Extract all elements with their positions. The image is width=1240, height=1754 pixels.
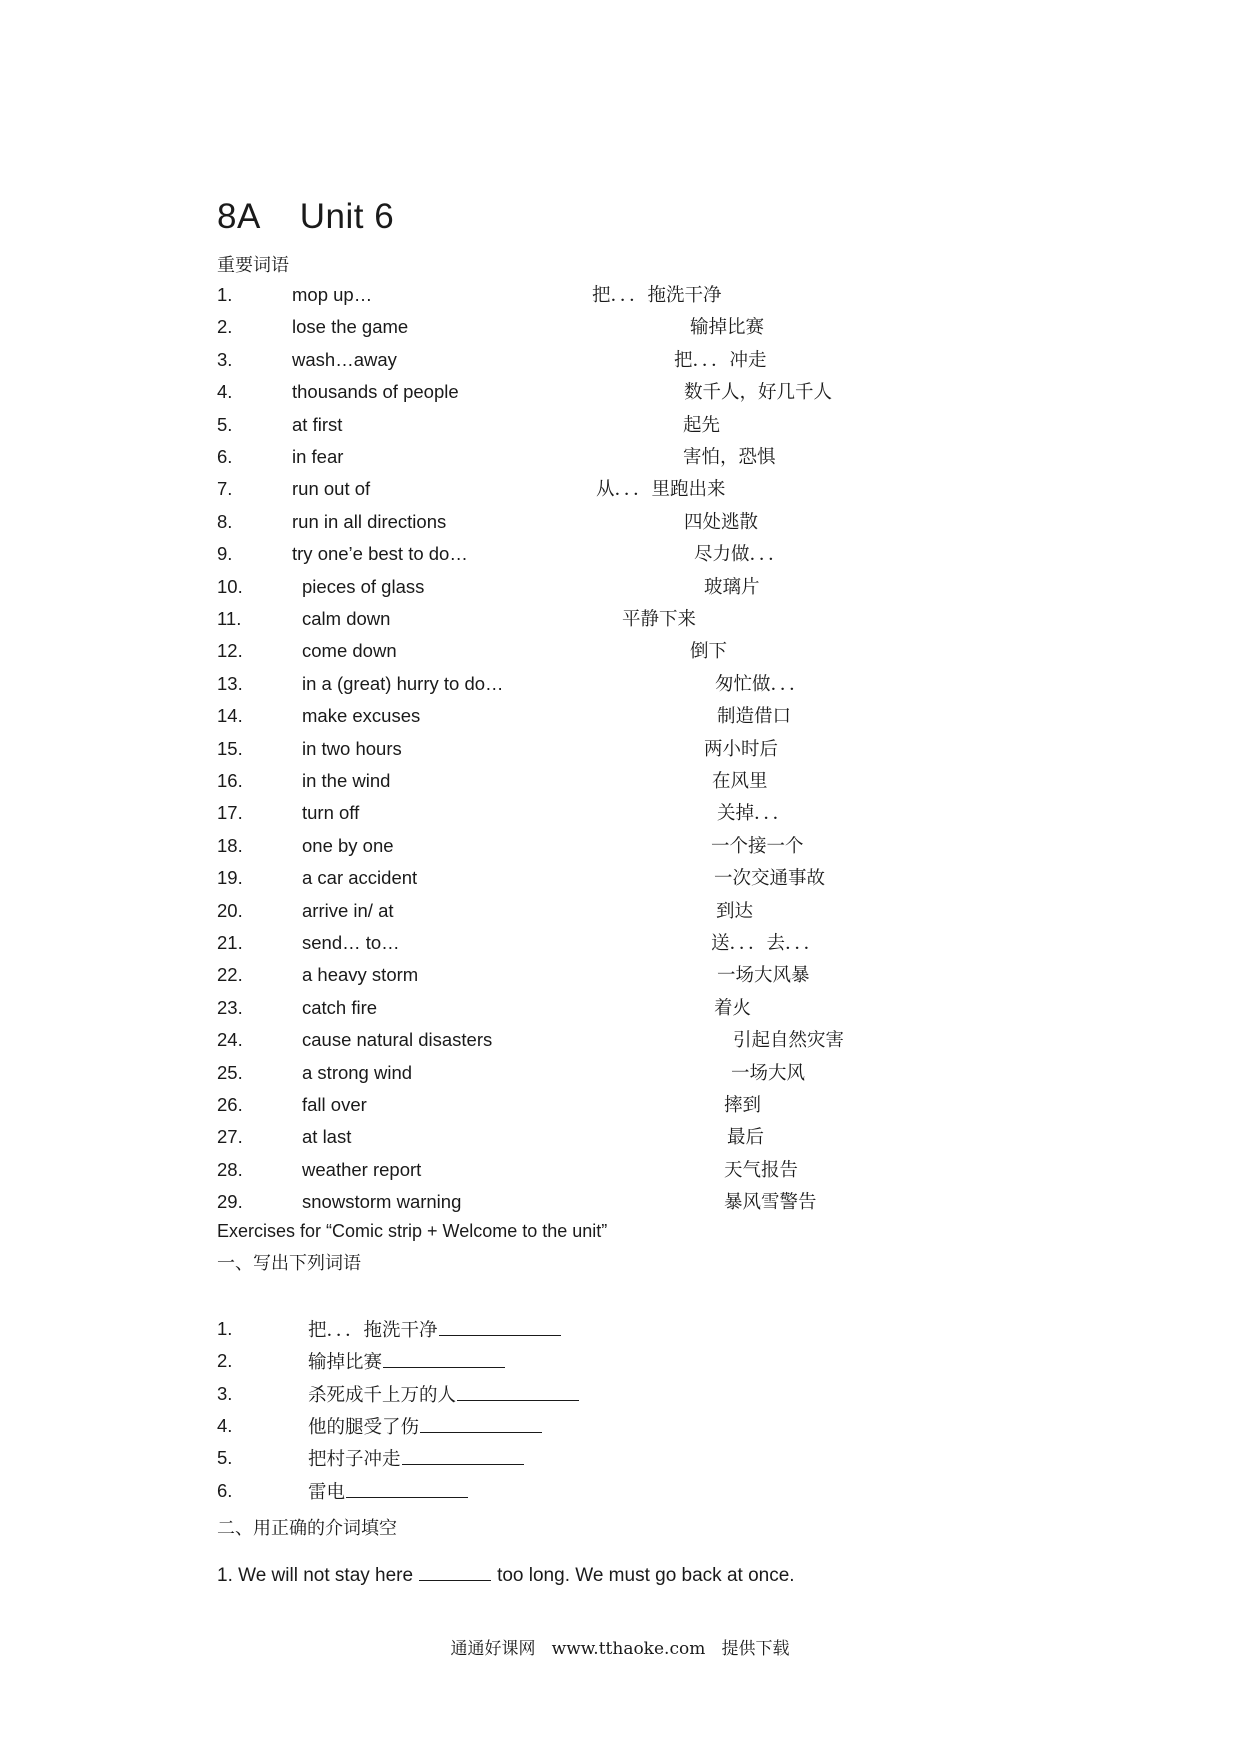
vocab-number: 14. xyxy=(217,705,243,727)
vocab-number: 13. xyxy=(217,672,243,694)
vocab-number: 12. xyxy=(217,640,243,662)
vocab-row xyxy=(0,733,1240,765)
vocab-english: lose the game xyxy=(292,316,409,338)
vocab-chinese: 把．．．冲走 xyxy=(674,348,767,370)
exercise-prompt xyxy=(308,1410,542,1443)
vocab-number: 18. xyxy=(217,834,243,856)
vocab-english: in a (great) hurry to do… xyxy=(302,672,504,694)
exercise-item xyxy=(0,1378,1240,1410)
vocab-number: 16. xyxy=(217,770,243,791)
vocab-english: weather report xyxy=(302,1158,422,1180)
vocab-chinese: 一次交通事故 xyxy=(714,867,826,889)
vocab-number: 20. xyxy=(217,899,243,921)
vocab-row xyxy=(0,603,1240,635)
exercise-number: 6. xyxy=(217,1479,233,1501)
vocab-chinese: 害怕，恐惧 xyxy=(683,446,776,467)
vocab-row xyxy=(0,1057,1240,1089)
vocab-chinese: 四处逃散 xyxy=(684,510,759,532)
vocab-english: at last xyxy=(302,1126,352,1148)
vocab-row xyxy=(0,765,1240,797)
vocab-english: in the wind xyxy=(302,770,391,791)
vocab-chinese: 着火 xyxy=(714,996,752,1018)
vocab-row xyxy=(0,830,1240,862)
vocab-row xyxy=(0,700,1240,732)
vocab-number: 23. xyxy=(217,996,243,1018)
exercise-prompt xyxy=(308,1313,561,1346)
vocab-english: one by one xyxy=(302,834,394,856)
vocab-chinese: 起先 xyxy=(683,413,721,435)
exercise-item xyxy=(0,1313,1240,1345)
vocab-chinese: 制造借口 xyxy=(717,705,792,727)
vocab-row xyxy=(0,344,1240,376)
part1-heading: 一、写出下列词语 xyxy=(217,1253,361,1273)
vocab-english: pieces of glass xyxy=(302,575,425,597)
vocab-number: 8. xyxy=(217,510,233,532)
exercise-item xyxy=(0,1345,1240,1377)
vocab-chinese: 数千人，好几千人 xyxy=(684,381,833,403)
exercise-item xyxy=(0,1410,1240,1442)
vocab-chinese: 送．．．去．．． xyxy=(711,932,823,953)
vocab-english: in fear xyxy=(292,446,344,467)
vocab-chinese: 从．．．里跑出来 xyxy=(596,478,726,500)
vocab-row xyxy=(0,441,1240,473)
exercise-item xyxy=(0,1442,1240,1474)
sentence-after: too long. We must go back at once. xyxy=(497,1565,795,1586)
vocab-chinese: 匆忙做．．． xyxy=(715,672,808,694)
vocab-row xyxy=(0,1186,1240,1218)
vocab-english: arrive in/ at xyxy=(302,899,394,921)
vocab-row xyxy=(0,311,1240,343)
vocab-number: 7. xyxy=(217,478,233,500)
answer-blank xyxy=(439,1313,561,1336)
answer-blank xyxy=(420,1410,542,1433)
vocab-row xyxy=(0,927,1240,959)
vocab-chinese: 输掉比赛 xyxy=(690,316,765,338)
vocab-chinese: 在风里 xyxy=(712,770,768,791)
vocab-chinese: 暴风雪警告 xyxy=(724,1191,817,1213)
vocab-row xyxy=(0,409,1240,441)
vocab-row xyxy=(0,862,1240,894)
vocab-number: 10. xyxy=(217,575,243,597)
exercise-prompt xyxy=(308,1345,505,1378)
exercise-number: 4. xyxy=(217,1414,233,1436)
answer-blank xyxy=(402,1442,524,1465)
exercise-prompt-text: 把村子冲走 xyxy=(308,1448,401,1470)
exercise-prompt-text: 杀死成千上万的人 xyxy=(308,1383,457,1405)
exercise-prompt-text: 把．．．拖洗干净 xyxy=(308,1319,438,1340)
vocab-number: 2. xyxy=(217,316,233,338)
vocab-row xyxy=(0,635,1240,667)
vocab-row xyxy=(0,506,1240,538)
vocab-chinese: 一个接一个 xyxy=(711,834,804,856)
vocab-english: send… to… xyxy=(302,932,400,953)
vocab-english: run in all directions xyxy=(292,510,447,532)
vocab-number: 6. xyxy=(217,446,233,467)
vocab-chinese: 尽力做．．． xyxy=(694,543,787,565)
vocab-chinese: 关掉．．． xyxy=(717,802,792,824)
exercise-number: 1. xyxy=(217,1318,233,1339)
vocab-english: catch fire xyxy=(302,996,378,1018)
vocab-number: 21. xyxy=(217,932,243,953)
vocab-english: calm down xyxy=(302,608,391,629)
exercise-prompt-text: 他的腿受了伤 xyxy=(308,1415,420,1437)
vocab-english: a heavy storm xyxy=(302,964,419,986)
vocab-row xyxy=(0,376,1240,408)
vocab-english: snowstorm warning xyxy=(302,1191,462,1213)
vocab-number: 24. xyxy=(217,1029,243,1051)
vocab-english: try one’e best to do… xyxy=(292,543,468,565)
vocab-row xyxy=(0,538,1240,570)
vocab-row xyxy=(0,895,1240,927)
vocab-chinese: 摔到 xyxy=(724,1094,762,1115)
vocab-number: 25. xyxy=(217,1061,243,1083)
vocab-english: a car accident xyxy=(302,867,418,889)
vocab-number: 19. xyxy=(217,867,243,889)
vocab-number: 3. xyxy=(217,348,233,370)
vocab-row xyxy=(0,1024,1240,1056)
vocab-chinese: 倒下 xyxy=(690,640,728,662)
part2-sentence xyxy=(217,1558,795,1592)
vocab-chinese: 到达 xyxy=(716,899,754,921)
vocab-english: fall over xyxy=(302,1094,367,1115)
exercise-number: 3. xyxy=(217,1382,233,1404)
vocab-english: turn off xyxy=(302,802,360,824)
vocab-number: 5. xyxy=(217,413,233,435)
vocab-chinese: 玻璃片 xyxy=(704,575,760,597)
vocab-number: 29. xyxy=(217,1191,243,1213)
vocab-number: 17. xyxy=(217,802,243,824)
exercise-number: 5. xyxy=(217,1447,233,1469)
page-title: 8A Unit 6 xyxy=(217,197,395,236)
vocab-english: make excuses xyxy=(302,705,421,727)
vocab-row xyxy=(0,1089,1240,1121)
exercise-number: 2. xyxy=(217,1350,233,1372)
vocab-row xyxy=(0,797,1240,829)
exercise-item xyxy=(0,1475,1240,1507)
vocab-number: 11. xyxy=(217,608,242,629)
vocab-row xyxy=(0,473,1240,505)
vocab-number: 1. xyxy=(217,284,233,305)
vocab-chinese: 两小时后 xyxy=(704,737,779,759)
vocab-number: 27. xyxy=(217,1126,243,1148)
vocab-english: run out of xyxy=(292,478,371,500)
answer-blank xyxy=(419,1558,491,1581)
vocab-number: 26. xyxy=(217,1094,243,1115)
footer-source: 通通好课网 www.tthaoke.com 提供下载 xyxy=(450,1639,790,1659)
vocab-number: 15. xyxy=(217,737,243,759)
vocab-chinese: 把．．．拖洗干净 xyxy=(592,284,722,305)
vocab-chinese: 最后 xyxy=(727,1126,765,1148)
exercises-heading: Exercises for “Comic strip + Welcome to the unit” xyxy=(217,1221,608,1241)
answer-blank xyxy=(383,1345,505,1368)
vocab-chinese: 一场大风 xyxy=(731,1061,806,1083)
sentence-before: 1. We will not stay here xyxy=(217,1565,414,1586)
exercise-prompt xyxy=(308,1475,468,1508)
vocab-english: in two hours xyxy=(302,737,402,759)
vocab-chinese: 引起自然灾害 xyxy=(733,1029,845,1051)
vocab-row xyxy=(0,992,1240,1024)
vocab-number: 28. xyxy=(217,1158,243,1180)
vocab-english: a strong wind xyxy=(302,1061,413,1083)
vocab-chinese: 天气报告 xyxy=(724,1158,799,1180)
vocab-row xyxy=(0,571,1240,603)
exercise-prompt xyxy=(308,1378,579,1411)
vocab-chinese: 平静下来 xyxy=(622,608,697,629)
vocab-english: mop up… xyxy=(292,284,373,305)
exercise-prompt-text: 输掉比赛 xyxy=(308,1351,383,1373)
vocab-number: 22. xyxy=(217,964,243,986)
vocab-english: at first xyxy=(292,413,343,435)
answer-blank xyxy=(346,1475,468,1498)
vocab-row xyxy=(0,959,1240,991)
vocab-english: wash…away xyxy=(292,348,397,370)
answer-blank xyxy=(457,1378,579,1401)
vocab-english: come down xyxy=(302,640,397,662)
vocab-number: 9. xyxy=(217,543,233,565)
vocab-number: 4. xyxy=(217,381,233,403)
exercise-prompt xyxy=(308,1442,524,1475)
vocab-english: cause natural disasters xyxy=(302,1029,493,1051)
vocab-chinese: 一场大风暴 xyxy=(717,964,810,986)
vocab-row xyxy=(0,279,1240,311)
vocab-section-heading: 重要词语 xyxy=(217,255,289,275)
vocab-row xyxy=(0,668,1240,700)
vocab-english: thousands of people xyxy=(292,381,459,403)
exercise-prompt-text: 雷电 xyxy=(308,1480,346,1502)
part2-heading: 二、用正确的介词填空 xyxy=(217,1518,397,1538)
vocab-row xyxy=(0,1121,1240,1153)
vocab-row xyxy=(0,1154,1240,1186)
